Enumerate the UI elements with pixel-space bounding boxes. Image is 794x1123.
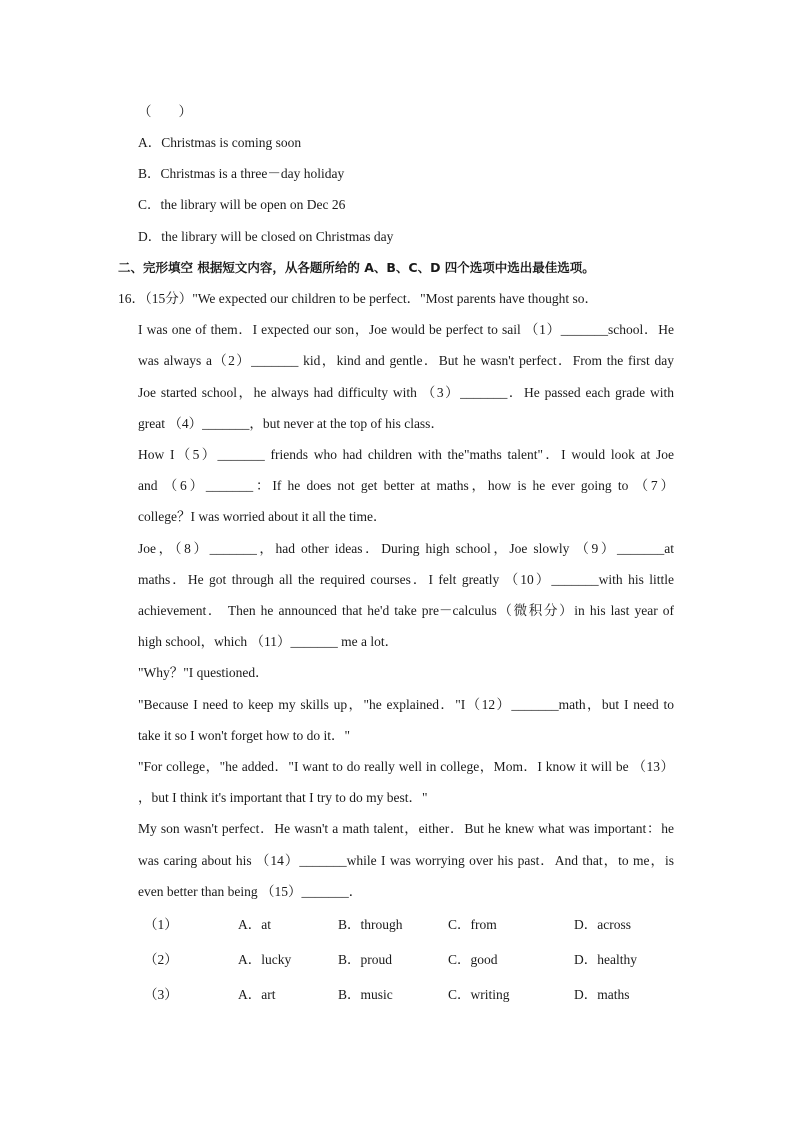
passage-line: "Because I need to keep my skills up，"he explained．"I（12）_______math，but I need to (138, 697, 674, 712)
blank-number: （2） (144, 952, 178, 967)
passage-line: high school，which （11）_______ me a lot． (138, 634, 399, 649)
passage-line: college？I was worried about it all the time． (138, 509, 387, 524)
choice-b: B．through (338, 917, 403, 932)
options-row (138, 986, 678, 1004)
passage-line: "Why？"I questioned． (138, 665, 269, 680)
choice-d: D．healthy (574, 952, 637, 967)
passage-line: My son wasn't perfect．He wasn't a math talent，either．But he knew what was important：he (138, 821, 674, 836)
choice-c: C．good (448, 952, 498, 967)
choice-a: A．lucky (238, 952, 292, 967)
passage-line: and （6）_______：If he does not get better at maths，how is he ever going to （7） (138, 478, 674, 493)
option-b: B．Christmas is a three－day holiday (138, 166, 345, 181)
passage-line: was always a（2）_______ kid，kind and gentle．But he wasn't perfect．From the first day (138, 353, 674, 368)
passage-line: maths．He got through all the required courses．I felt greatly （10）_______with his little (138, 572, 674, 587)
options-row (138, 916, 678, 934)
passage-line: achievement． Then he announced that he'd take pre－calculus（微积分）in his last year of (138, 603, 674, 618)
passage-line: "For college，"he added．"I want to do really well in college，Mom．I know it will be （13） (138, 759, 674, 774)
option-c: C．the library will be open on Dec 26 (138, 197, 346, 212)
option-d: D．the library will be closed on Christmas day (138, 229, 394, 244)
passage-line: was caring about his （14）_______while I was worrying over his past．And that，to me，is (138, 853, 674, 868)
blank-number: （3） (144, 987, 178, 1002)
passage-line: even better than being （15）_______． (138, 884, 363, 899)
question-16-intro: 16．（15分）"We expected our children to be perfect．"Most parents have thought so． (118, 291, 599, 306)
passage-line: How I（5）_______ friends who had children with the"maths talent"．I would look at Joe (138, 447, 674, 462)
passage-line: take it so I won't forget how to do it．" (138, 728, 351, 743)
choice-c: C．from (448, 917, 497, 932)
passage-line: great （4）_______，but never at the top of his class． (138, 416, 444, 431)
choice-b: B．music (338, 987, 393, 1002)
option-a: A．Christmas is coming soon (138, 135, 302, 150)
answer-bracket: （ ） (138, 104, 192, 119)
passage-line: ，but I think it's important that I try to do my best．" (138, 790, 428, 805)
passage-line: I was one of them．I expected our son，Joe would be perfect to sail （1）_______school．He (138, 322, 674, 337)
choice-a: A．at (238, 917, 271, 932)
blank-number: （1） (144, 917, 178, 932)
options-row (138, 951, 678, 969)
section-heading: 二、完形填空 根据短文内容，从各题所给的 A、B、C、D 四个选项中选出最佳选项。 (118, 260, 595, 275)
choice-d: D．across (574, 917, 631, 932)
choice-a: A．art (238, 987, 276, 1002)
passage-line: Joe，（8）_______，had other ideas．During high school，Joe slowly （9）_______at (138, 541, 674, 556)
choice-d: D．maths (574, 987, 630, 1002)
passage-line: Joe started school，he always had difficulty with （3）_______．He passed each grade with (138, 385, 674, 400)
choice-b: B．proud (338, 952, 392, 967)
choice-c: C．writing (448, 987, 510, 1002)
